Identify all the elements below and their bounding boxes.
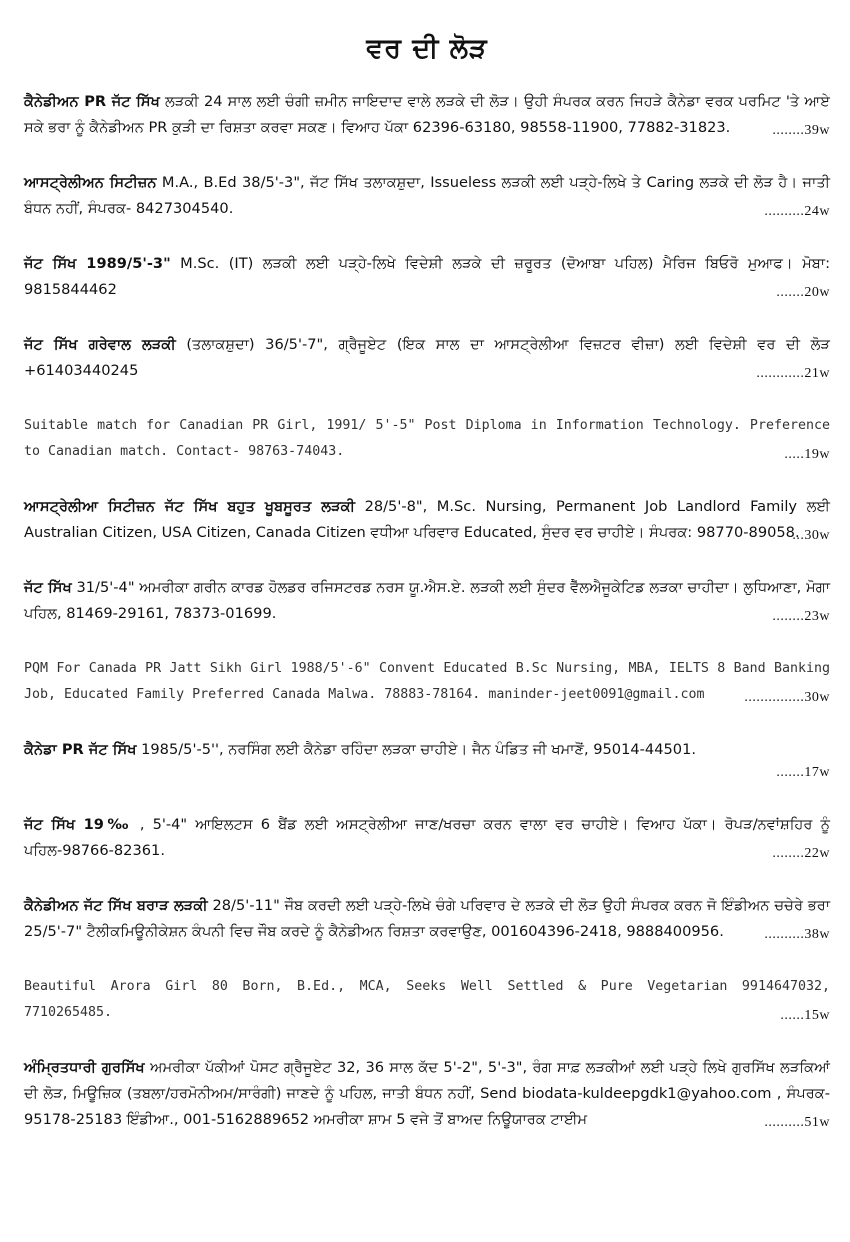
ad-code: .......17w [776, 765, 830, 780]
ad-code: ...............30w [744, 690, 830, 705]
ad-heading: ਜੱਟ ਸਿੱਖ 19‰ [24, 816, 132, 833]
ad-heading: ਕੈਨੇਡੀਅਨ PR ਜੱਟ ਸਿੱਖ [24, 93, 160, 110]
ad-body: M.A., B.Ed 38/5'-3", ਜੱਟ ਸਿੱਖ ਤਲਾਕਸ਼ੁਦਾ, Issueless ਲੜਕੀ ਲਈ ਪੜ੍ਹੇ-ਲਿਖੇ ਤੇ Caring ਲੜਕੇ ਦੀ ਲੋੜ ਹੈ। ਜਾਤੀ ਬੰਧਨ ਨਹੀਂ, ਸੰਪਰਕ- 8427304540. [24, 174, 830, 217]
ad-body: ਅਮਰੀਕਾ ਪੱਕੀਆਂ ਪੋਸਟ ਗ੍ਰੈਜੂਏਟ 32, 36 ਸਾਲ ਕੱਦ 5'-2", 5'-3", ਰੰਗ ਸਾਫ਼ ਲੜਕੀਆਂ ਲਈ ਪੜ੍ਹੇ ਲਿਖੇ ਗੁਰਸਿੱਖ ਲੜਕਿਆਂ ਦੀ ਲੋੜ, ਮਿਊਜ਼ਿਕ (ਤਬਲਾ/ਹਰਮੋਨੀਅਮ/ਸਾਰੰਗੀ) ਜਾਣਦੇ ਨੂੰ ਪਹਿਲ, ਜਾਤੀ ਬੰਧਨ ਨਹੀਂ, Send biodata-kuldeepgdk1@yahoo.com , ਸੰਪਰਕ- 95178-25183 ਇੰਡੀਆ., 001-5162889652 ਅਮਰੀਕਾ ਸ਼ਾਮ 5 ਵਜੇ ਤੋਂ ਬਾਅਦ ਨਿਊਯਾਰਕ ਟਾਈਮ [24, 1059, 831, 1128]
classified-ad [24, 413, 830, 465]
classified-ad [24, 737, 830, 783]
ad-code: ......15w [780, 1008, 830, 1023]
ad-heading: ਕੈਨੇਡੀਅਨ ਜੱਟ ਸਿੱਖ ਬਰਾੜ ਲੜਕੀ [24, 897, 208, 914]
ad-text [24, 494, 830, 546]
classified-ad [24, 812, 830, 864]
ad-heading: ਕੈਨੇਡਾ PR ਜੱਟ ਸਿੱਖ [24, 741, 137, 758]
ad-code: ............21w [756, 366, 830, 381]
ad-code: ..........38w [764, 927, 830, 942]
ad-separator [24, 627, 830, 656]
classified-ad [24, 974, 830, 1026]
ad-body: 28/5'-8", M.Sc. Nursing, Permanent Job Landlord Family ਲਈ Australian Citizen, USA Citizen, Canada Citizen ਵਧੀਆ ਪਰਿਵਾਰ Educated, ਸੁੰਦਰ ਵਰ ਚਾਹੀਏ। ਸੰਪਰਕ: 98770-89058. [24, 498, 830, 541]
ad-text [24, 89, 830, 141]
ad-separator [24, 945, 830, 974]
ad-heading: ਅੰਮ੍ਰਿਤਧਾਰੀ ਗੁਰਸਿੱਖ [24, 1059, 145, 1076]
classified-ad [24, 494, 830, 546]
ad-separator [24, 465, 830, 494]
ad-code: ...30w [792, 528, 830, 543]
ad-body: M.Sc. (IT) ਲੜਕੀ ਲਈ ਪੜ੍ਹੇ-ਲਿਖੇ ਵਿਦੇਸ਼ੀ ਲੜਕੇ ਦੀ ਜ਼ਰੂਰਤ (ਦੋਆਬਾ ਪਹਿਲ) ਮੈਰਿਜ ਬਿਓਰੋ ਮੁਆਫ। ਮੋਬਾ: 9815844462 [24, 255, 830, 298]
ad-body: Beautiful Arora Girl 80 Born, B.Ed., MCA, Seeks Well Settled & Pure Vegetarian 9914647032, 7710265485. [24, 979, 830, 1020]
ad-heading: ਜੱਟ ਸਿੱਖ ਗਰੇਵਾਲ ਲੜਕੀ [24, 336, 176, 353]
ad-code: .....19w [784, 447, 830, 462]
ad-heading: ਆਸਟ੍ਰੇਲੀਆ ਸਿਟੀਜ਼ਨ ਜੱਟ ਸਿੱਖ ਬਹੁਤ ਖੂਬਸੂਰਤ ਲੜਕੀ [24, 498, 356, 515]
ad-separator [24, 708, 830, 737]
ad-separator [24, 546, 830, 575]
ad-code: ........22w [772, 846, 830, 861]
ad-body: PQM For Canada PR Jatt Sikh Girl 1988/5'-6" Convent Educated B.Sc Nursing, MBA, IELTS 8 Band Banking Job, Educated Family Preferred Canada Malwa. 78883-78164. maninder-jeet0091@gmail.com [24, 661, 830, 702]
page-title: ਵਰ ਦੀ ਲੋੜ [366, 33, 488, 64]
ad-text [24, 893, 830, 945]
classified-ad [24, 332, 830, 384]
ad-code: ..........24w [764, 204, 830, 219]
classified-ad [24, 893, 830, 945]
ad-heading: ਆਸਟ੍ਰੇਲੀਅਨ ਸਿਟੀਜ਼ਨ [24, 174, 157, 191]
ad-code: .......20w [776, 285, 830, 300]
classified-ad [24, 656, 830, 708]
ad-separator [24, 384, 830, 413]
ad-code: ..........51w [764, 1115, 830, 1130]
ad-body: ਲੜਕੀ 24 ਸਾਲ ਲਈ ਚੰਗੀ ਜ਼ਮੀਨ ਜਾਇਦਾਦ ਵਾਲੇ ਲੜਕੇ ਦੀ ਲੋੜ। ਉਹੀ ਸੰਪਰਕ ਕਰਨ ਜਿਹੜੇ ਕੈਨੇਡਾ ਵਰਕ ਪਰਮਿਟ 'ਤੇ ਆਏ ਸਕੇ ਭਰਾ ਨੂੰ ਕੈਨੇਡੀਅਨ PR ਕੁੜੀ ਦਾ ਰਿਸ਼ਤਾ ਕਰਵਾ ਸਕਣ। ਵਿਆਹ ਪੱਕਾ 62396-63180, 98558-11900, 77882-31823. [24, 93, 830, 136]
classified-ad [24, 1055, 830, 1133]
ad-code: ........39w [772, 123, 830, 138]
ad-body: , 5'-4" ਆਇਲਟਸ 6 ਬੈਂਡ ਲਈ ਅਸਟ੍ਰੇਲੀਆ ਜਾਣ/ਖਰਚਾ ਕਰਨ ਵਾਲਾ ਵਰ ਚਾਹੀਏ। ਵਿਆਹ ਪੱਕਾ। ਰੋਪੜ/ਨਵਾਂਸ਼ਹਿਰ ਨੂੰ ਪਹਿਲ-98766-82361. [24, 816, 830, 859]
ad-separator [24, 1026, 830, 1055]
classified-ad [24, 575, 830, 627]
ad-separator [24, 864, 830, 893]
ad-code: ........23w [772, 609, 830, 624]
ad-heading: ਜੱਟ ਸਿੱਖ 1989/5'-3" [24, 255, 171, 272]
classified-ad [24, 170, 830, 222]
ad-body: (ਤਲਾਕਸ਼ੁਦਾ) 36/5'-7", ਗ੍ਰੈਜੂਏਟ (ਇਕ ਸਾਲ ਦਾ ਆਸਟ੍ਰੇਲੀਆ ਵਿਜ਼ਟਰ ਵੀਜ਼ਾ) ਲਈ ਵਿਦੇਸ਼ੀ ਵਰ ਦੀ ਲੋੜ +61403440245 [24, 336, 830, 379]
ads-list [24, 89, 830, 1133]
ad-body: Suitable match for Canadian PR Girl, 1991/ 5'-5" Post Diploma in Information Technology. Preference to Canadian match. Contact- 98763-74043. [24, 418, 830, 459]
ad-text [24, 737, 830, 763]
ad-heading: ਜੱਟ ਸਿੱਖ [24, 579, 72, 596]
ad-separator [24, 303, 830, 332]
ad-separator [24, 141, 830, 170]
ad-separator [24, 222, 830, 251]
classified-ad [24, 251, 830, 303]
ad-body: 1985/5'-5'', ਨਰਸਿੰਗ ਲਈ ਕੈਨੇਡਾ ਰਹਿੰਦਾ ਲੜਕਾ ਚਾਹੀਏ। ਜੈਨ ਪੰਡਿਤ ਜੀ ਖਮਾਣੋਂ, 95014-44501. [136, 741, 696, 758]
classified-ad [24, 89, 830, 141]
ad-body: 31/5'-4" ਅਮਰੀਕਾ ਗਰੀਨ ਕਾਰਡ ਹੋਲਡਰ ਰਜਿਸਟਰਡ ਨਰਸ ਯੂ.ਐਸ.ਏ. ਲੜਕੀ ਲਈ ਸੁੰਦਰ ਵੈੱਲਐਜੂਕੇਟਿਡ ਲੜਕਾ ਚਾਹੀਦਾ। ਲੁਧਿਆਣਾ, ਮੋਗਾ ਪਹਿਲ, 81469-29161, 78373-01699. [24, 579, 830, 622]
ad-body: 28/5'-11" ਜੌਬ ਕਰਦੀ ਲਈ ਪੜ੍ਹੇ-ਲਿਖੇ ਚੰਗੇ ਪਰਿਵਾਰ ਦੇ ਲੜਕੇ ਦੀ ਲੋੜ ਉਹੀ ਸੰਪਰਕ ਕਰਨ ਜੋ ਇੰਡੀਅਨ ਚਚੇਰੇ ਭਰਾ 25/5'-7" ਟੈਲੀਕਮਿਊਨੀਕੇਸ਼ਨ ਕੰਪਨੀ ਵਿਚ ਜੌਬ ਕਰਦੇ ਨੂੰ ਕੈਨੇਡੀਅਨ ਰਿਸ਼ਤਾ ਕਰਵਾਉਣ, 001604396-2418, 9888400956. [24, 897, 830, 940]
ad-separator [24, 783, 830, 812]
